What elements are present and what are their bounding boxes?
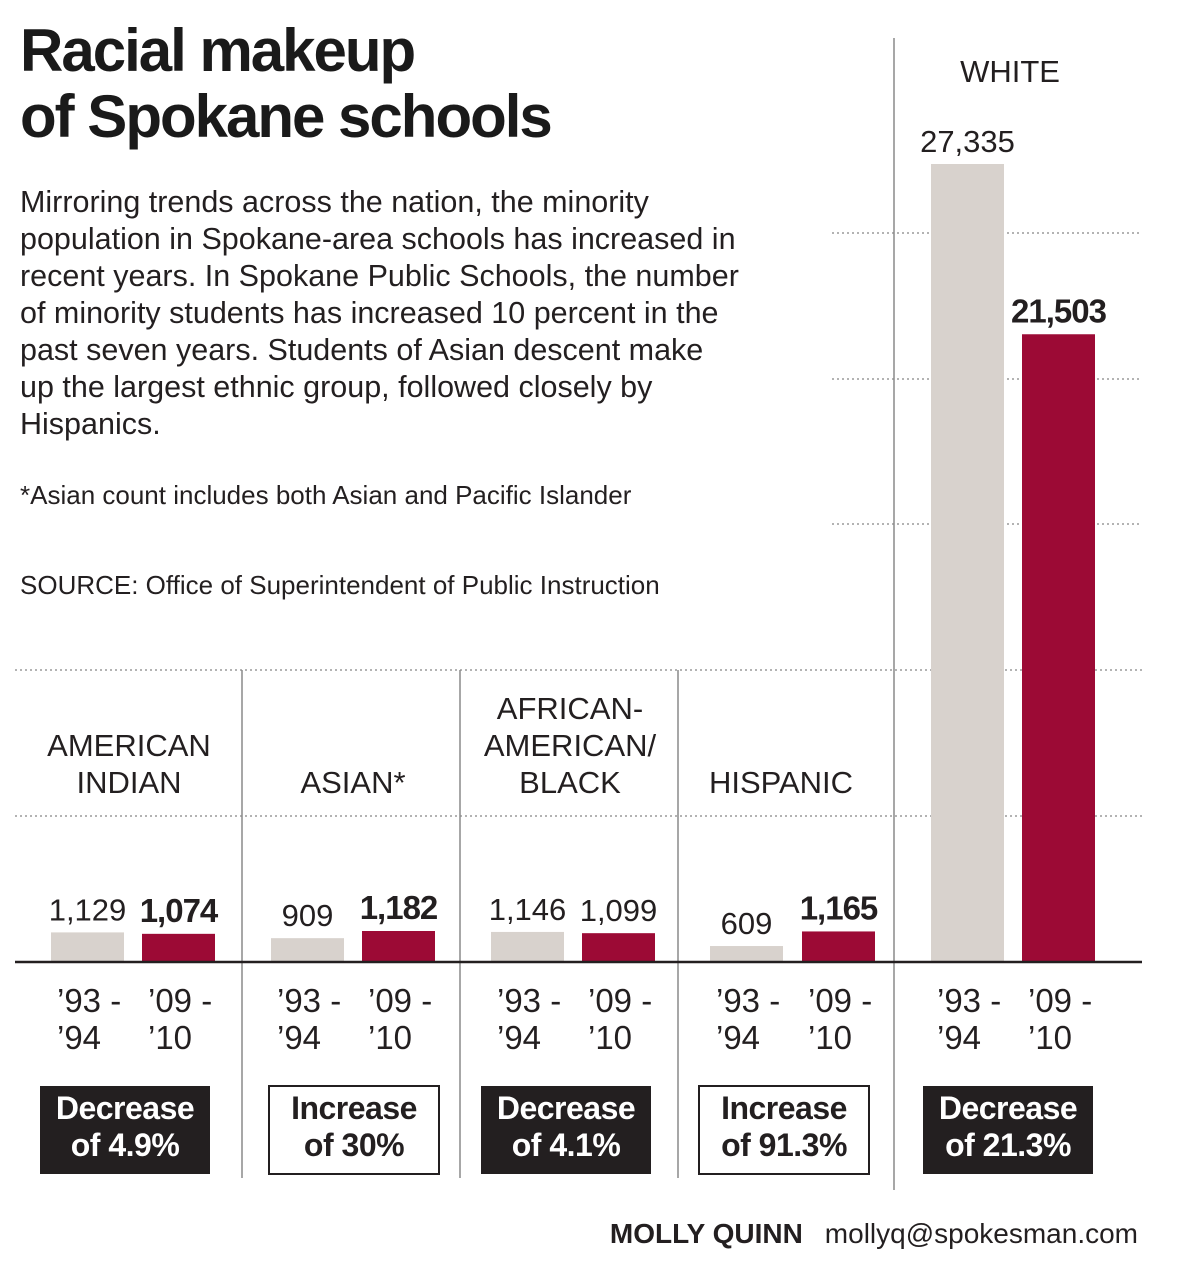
bar-2009-10 (802, 931, 875, 962)
bar-1993-94 (710, 946, 783, 962)
x-tick-label: ’10 (1028, 1019, 1073, 1056)
change-label: of 91.3% (721, 1127, 847, 1163)
x-tick-label: ’09 - (808, 982, 873, 1019)
x-tick-label: ’10 (808, 1019, 853, 1056)
x-tick-label: ’09 - (1028, 982, 1093, 1019)
credit-email: mollyq@spokesman.com (824, 1218, 1138, 1249)
bar-1993-94 (271, 938, 344, 962)
credit (610, 1216, 1138, 1252)
x-tick-label: ’93 - (937, 982, 1002, 1019)
group-label: ASIAN* (300, 765, 406, 800)
x-tick-label: ’10 (368, 1019, 413, 1056)
change-label: Increase (721, 1090, 847, 1126)
bar-1993-94 (931, 164, 1004, 962)
x-tick-label: ’09 - (588, 982, 653, 1019)
footnote: *Asian count includes both Asian and Pacific Islander (20, 480, 632, 510)
x-tick-label: ’10 (588, 1019, 633, 1056)
group-label: WHITE (960, 54, 1060, 89)
x-tick-label: ’94 (497, 1019, 542, 1056)
data-label: 1,099 (579, 893, 658, 929)
x-tick-label: ’94 (57, 1019, 102, 1056)
group-label: AFRICAN- (496, 691, 644, 726)
title-line-1: Racial makeup (20, 17, 415, 84)
group-label: INDIAN (76, 765, 182, 800)
title-line-2: of Spokane schools (20, 83, 551, 150)
bar-1993-94 (51, 932, 124, 962)
data-label: 21,503 (1011, 292, 1106, 330)
x-tick-label: ’94 (937, 1019, 982, 1056)
bar-1993-94 (491, 932, 564, 962)
group-label: HISPANIC (708, 765, 854, 800)
data-label: 1,129 (48, 892, 127, 928)
group-label: AMERICAN (47, 728, 211, 763)
change-label: of 21.3% (945, 1127, 1071, 1163)
intro-text: Mirroring trends across the nation, the minority population in Spokane-area schools has increased in recent years. In Spokane Public Schools, the number of minority students has increased 10 percent in the past seven years. Students of Asian descent make up the largest ethnic group, followed closely by Hispanics. (20, 185, 739, 441)
change-label: of 4.1% (511, 1127, 621, 1163)
group-label: AMERICAN/ (483, 728, 657, 763)
x-tick-label: ’09 - (368, 982, 433, 1019)
bar-2009-10 (142, 934, 215, 962)
x-tick-label: ’93 - (497, 982, 562, 1019)
data-label: 27,335 (920, 124, 1015, 159)
data-label: 609 (720, 906, 773, 942)
data-label: 1,165 (799, 889, 878, 927)
x-tick-label: ’94 (716, 1019, 761, 1056)
change-label: Decrease (938, 1090, 1078, 1126)
credit-name: MOLLY QUINN (609, 1218, 803, 1249)
x-tick-label: ’94 (277, 1019, 322, 1056)
bar-2009-10 (1022, 334, 1095, 962)
data-label: 1,146 (488, 891, 567, 927)
data-label: 1,074 (139, 891, 218, 929)
x-tick-label: ’09 - (148, 982, 213, 1019)
change-label: Decrease (55, 1090, 195, 1126)
data-label: 909 (281, 898, 334, 934)
data-label: 1,182 (359, 889, 438, 926)
group-label: BLACK (519, 765, 621, 800)
change-label: Decrease (496, 1090, 636, 1126)
x-tick-label: ’93 - (716, 982, 781, 1019)
bar-2009-10 (362, 931, 435, 962)
bar-2009-10 (582, 933, 655, 962)
source-line: SOURCE: Office of Superintendent of Public Instruction (20, 570, 660, 600)
x-tick-label: ’10 (148, 1019, 193, 1056)
change-label: of 30% (303, 1127, 405, 1163)
change-label: Increase (291, 1090, 417, 1126)
x-tick-label: ’93 - (277, 982, 342, 1019)
x-tick-label: ’93 - (57, 982, 122, 1019)
change-label: of 4.9% (70, 1127, 180, 1163)
